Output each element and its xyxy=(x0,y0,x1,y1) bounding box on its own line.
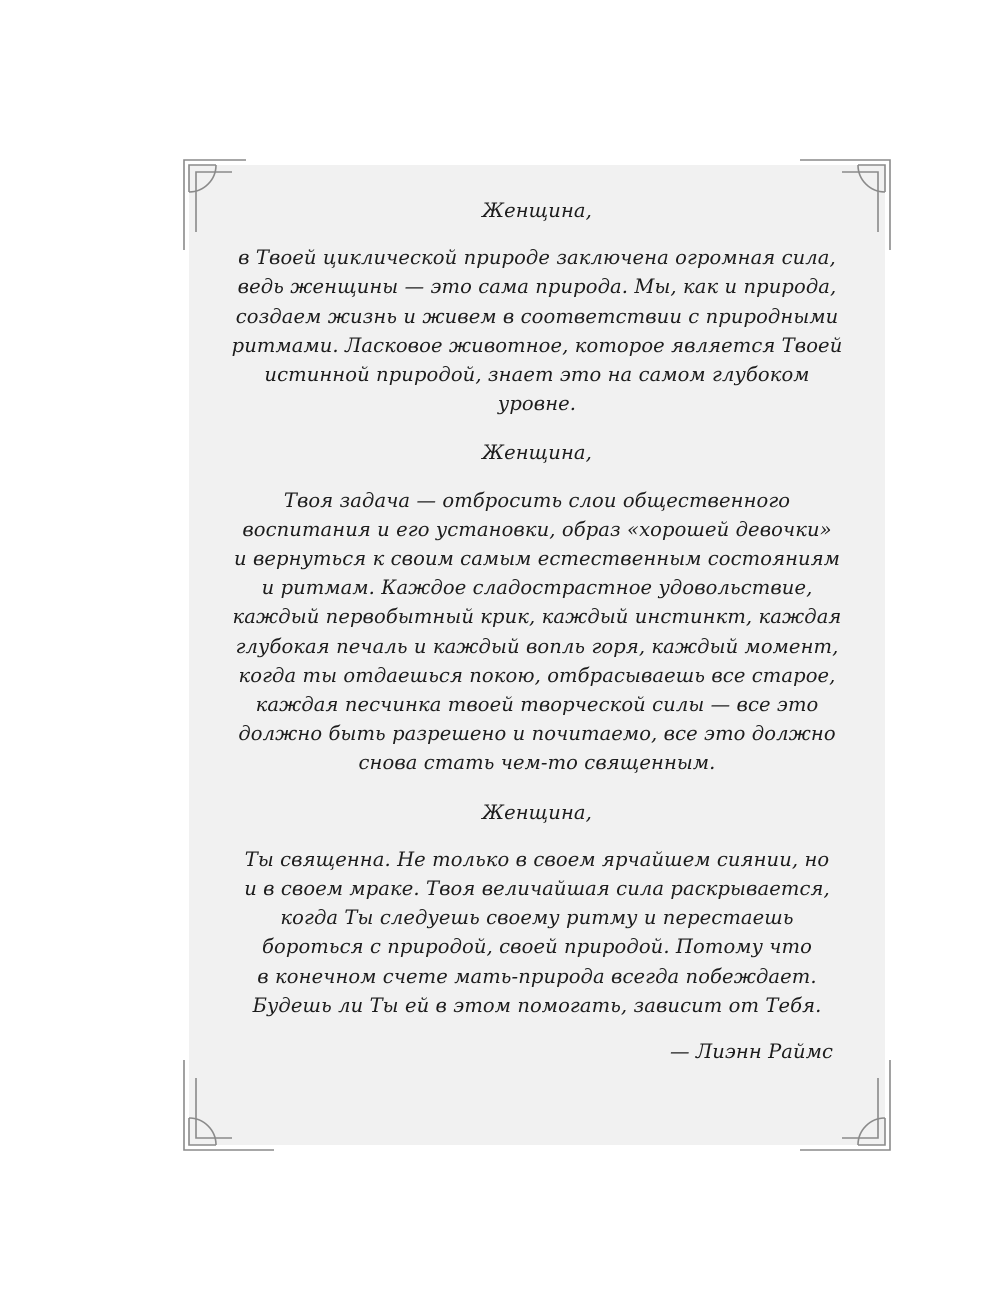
paragraph-line: каждая песчинка твоей творческой силы — все это xyxy=(255,693,819,717)
paragraph-line: и в своем мраке. Твоя величайшая сила раскрывается, xyxy=(244,877,830,901)
paragraph-line: воспитания и его установки, образ «хорошей девочки» xyxy=(242,517,832,541)
paragraph-line: в конечном счете мать-природа всегда побеждает. xyxy=(257,964,817,988)
section-heading-3: Женщина, xyxy=(482,800,592,824)
section-heading-2: Женщина, xyxy=(482,441,592,465)
paragraph-line: ритмами. Ласковое животное, которое является Твоей xyxy=(231,333,843,357)
paragraph-line: истинной природой, знает это на самом глубоком xyxy=(264,363,810,387)
paragraph-line: должно быть разрешено и почитаемо, все это должно xyxy=(238,722,836,746)
paragraph-line: бороться с природой, своей природой. Потому что xyxy=(262,935,812,959)
quote-signature: — Лиэнн Раймс xyxy=(669,1040,833,1064)
paragraph-line: Ты священна. Не только в своем ярчайшем сиянии, но xyxy=(244,847,830,871)
quote-text xyxy=(189,196,885,1066)
section-heading-1: Женщина, xyxy=(482,199,592,222)
paragraph-line: когда ты отдаешься покою, отбрасываешь все старое, xyxy=(238,663,836,687)
paragraph-line: когда Ты следуешь своему ритму и перестаешь xyxy=(280,906,794,930)
paragraph-line: глубокая печаль и каждый вопль горя, каждый момент, xyxy=(235,634,839,658)
section-paragraph-3 xyxy=(189,845,885,1020)
paragraph-line: Твоя задача — отбросить слои общественного xyxy=(283,488,791,512)
paragraph-line: и вернуться к своим самым естественным состояниям xyxy=(233,547,840,571)
paragraph-line: каждый первобытный крик, каждый инстинкт, каждая xyxy=(232,605,842,629)
paragraph-line: ведь женщины — это сама природа. Мы, как и природа, xyxy=(237,275,837,299)
paragraph-line: создаем жизнь и живем в соответствии с природными xyxy=(235,304,839,328)
paragraph-line: и ритмам. Каждое сладострастное удовольствие, xyxy=(261,576,813,600)
paragraph-line: в Твоей циклической природе заключена огромная сила, xyxy=(238,246,836,270)
section-paragraph-1 xyxy=(189,243,885,418)
section-paragraph-2 xyxy=(189,486,885,778)
paragraph-line: уровне. xyxy=(497,392,577,416)
paragraph-line: снова стать чем-то священным. xyxy=(358,751,716,775)
paragraph-line: Будешь ли Ты ей в этом помогать, зависит от Тебя. xyxy=(252,993,822,1017)
